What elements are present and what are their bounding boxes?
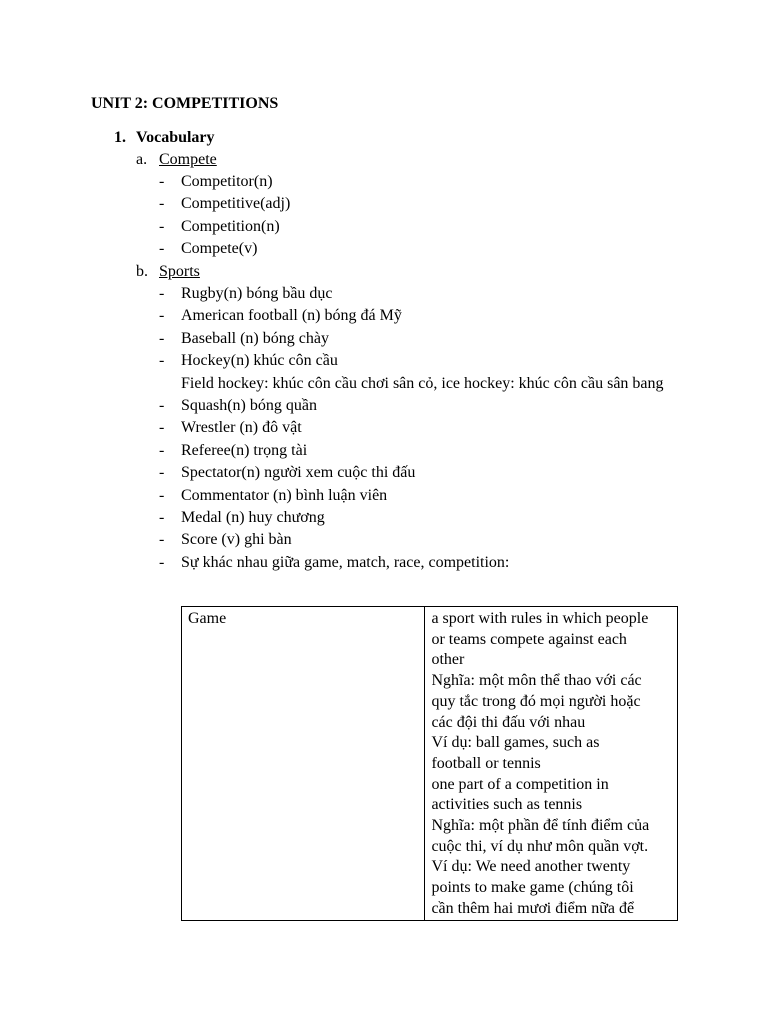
list-item-continuation: Field hockey: khúc côn cầu chơi sân cỏ, ice hockey: khúc côn cầu sân bang: [181, 374, 664, 392]
definition-line: one part of a competition in: [431, 775, 609, 793]
list-item: - Competitor(n): [159, 173, 273, 190]
definition-line: Nghĩa: một phần để tính điểm của: [431, 817, 650, 835]
definition-line: Ví dụ: We need another twenty: [431, 858, 631, 876]
definition-line: Nghĩa: một môn thể thao với các: [431, 672, 642, 690]
subsection-letter: a.: [136, 151, 148, 168]
subsection-letter: b.: [136, 263, 148, 280]
document-title: UNIT 2: COMPETITIONS: [91, 95, 279, 112]
definition-line: quy tắc trong đó mọi người hoặc: [431, 692, 641, 710]
table-row: [182, 607, 678, 921]
definition-line: activities such as tennis: [431, 796, 583, 814]
list-item: - Competitive(adj): [159, 195, 291, 213]
table-cell-term: Game: [182, 607, 425, 921]
definition-line: points to make game (chúng tôi: [431, 879, 634, 897]
subsection-title-compete: Compete: [159, 151, 217, 168]
section-title: Vocabulary: [136, 129, 215, 146]
table-cell-definition: [425, 607, 678, 921]
definition-line: football or tennis: [431, 754, 541, 772]
definition-line: cuộc thi, ví dụ như môn quần vợt.: [431, 837, 649, 855]
list-item: - Squash(n) bóng quần: [159, 397, 317, 415]
list-item: - Baseball (n) bóng chày: [159, 329, 329, 347]
definition-line: a sport with rules in which people: [431, 610, 649, 627]
subsection-title-sports: Sports: [159, 263, 200, 280]
list-item: - Spectator(n) người xem cuộc thi đấu: [159, 464, 416, 482]
list-item: - Medal (n) huy chương: [159, 509, 325, 527]
sports-word-list: [159, 283, 679, 574]
definition-line: Ví dụ: ball games, such as: [431, 734, 600, 752]
vocabulary-table: [181, 606, 678, 921]
list-item: - Competition(n): [159, 217, 280, 235]
section-number: 1.: [114, 129, 126, 146]
list-item: - Commentator (n) bình luận viên: [159, 486, 388, 504]
compete-word-list: [159, 171, 679, 261]
list-item: - Referee(n) trọng tài: [159, 441, 308, 459]
list-item: - Compete(v): [159, 240, 258, 258]
list-item: - Rugby(n) bóng bầu dục: [159, 285, 333, 302]
list-item: - American football (n) bóng đá Mỹ: [159, 307, 402, 325]
list-item: - Sự khác nhau giữa game, match, race, competition:: [159, 553, 510, 571]
definition-line: các đội thi đấu với nhau: [431, 713, 586, 731]
list-item: - Wrestler (n) đô vật: [159, 419, 302, 437]
list-item: - Score (v) ghi bàn: [159, 531, 292, 549]
definition-line: other: [431, 651, 465, 669]
definition-line: cần thêm hai mươi điểm nữa để: [431, 899, 635, 917]
list-item: - Hockey(n) khúc côn cầu: [159, 352, 338, 370]
definition-line: or teams compete against each: [431, 630, 627, 648]
